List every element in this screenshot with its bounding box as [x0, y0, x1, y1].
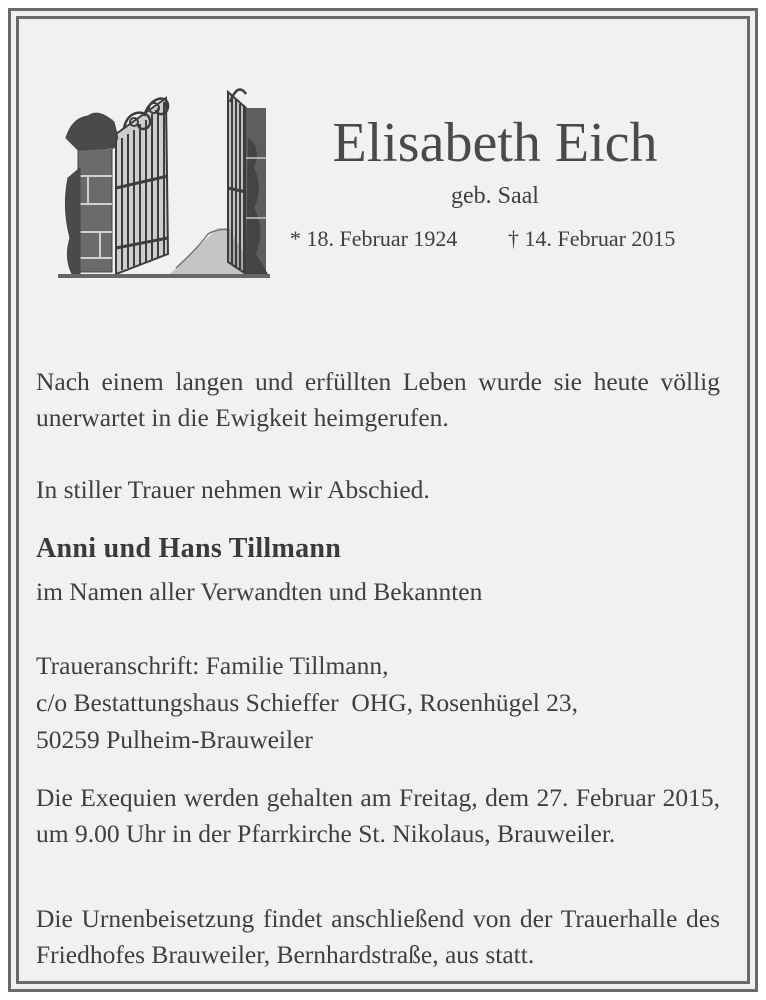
signer-names: Anni und Hans Tillmann	[36, 533, 342, 564]
signer-subtitle: im Namen aller Verwandten und Bekannten	[36, 577, 483, 606]
address-line-1: Traueranschrift: Familie Tillmann,	[36, 651, 389, 680]
birth-date: * 18. Februar 1924	[290, 226, 458, 251]
maiden-name: geb. Saal	[451, 183, 539, 209]
mourning-address	[36, 647, 720, 758]
exequies-paragraph: Die Exequien werden gehalten am Freitag, dem 27. Februar 2015, um 9.00 Uhr in der Pfarrkirche St. Nikolaus, Brauweiler.	[36, 783, 720, 848]
garden-gate-icon	[58, 78, 270, 284]
burial-paragraph: Die Urnenbeisetzung findet anschließend von der Trauerhalle des Friedhofes Brauweiler, Bernhardstraße, aus statt.	[36, 904, 720, 969]
death-date: † 14. Februar 2015	[508, 226, 676, 251]
address-line-2: c/o Bestattungshaus Schieffer OHG, Rosenhügel 23,	[36, 688, 579, 717]
deceased-name: Elisabeth Eich	[332, 112, 658, 174]
address-line-3: 50259 Pulheim-Brauweiler	[36, 725, 313, 754]
farewell-paragraph: In stiller Trauer nehmen wir Abschied.	[36, 475, 430, 504]
life-paragraph: Nach einem langen und erfüllten Leben wurde sie heute völlig unerwartet in die Ewigkeit heimgerufen.	[36, 367, 720, 432]
